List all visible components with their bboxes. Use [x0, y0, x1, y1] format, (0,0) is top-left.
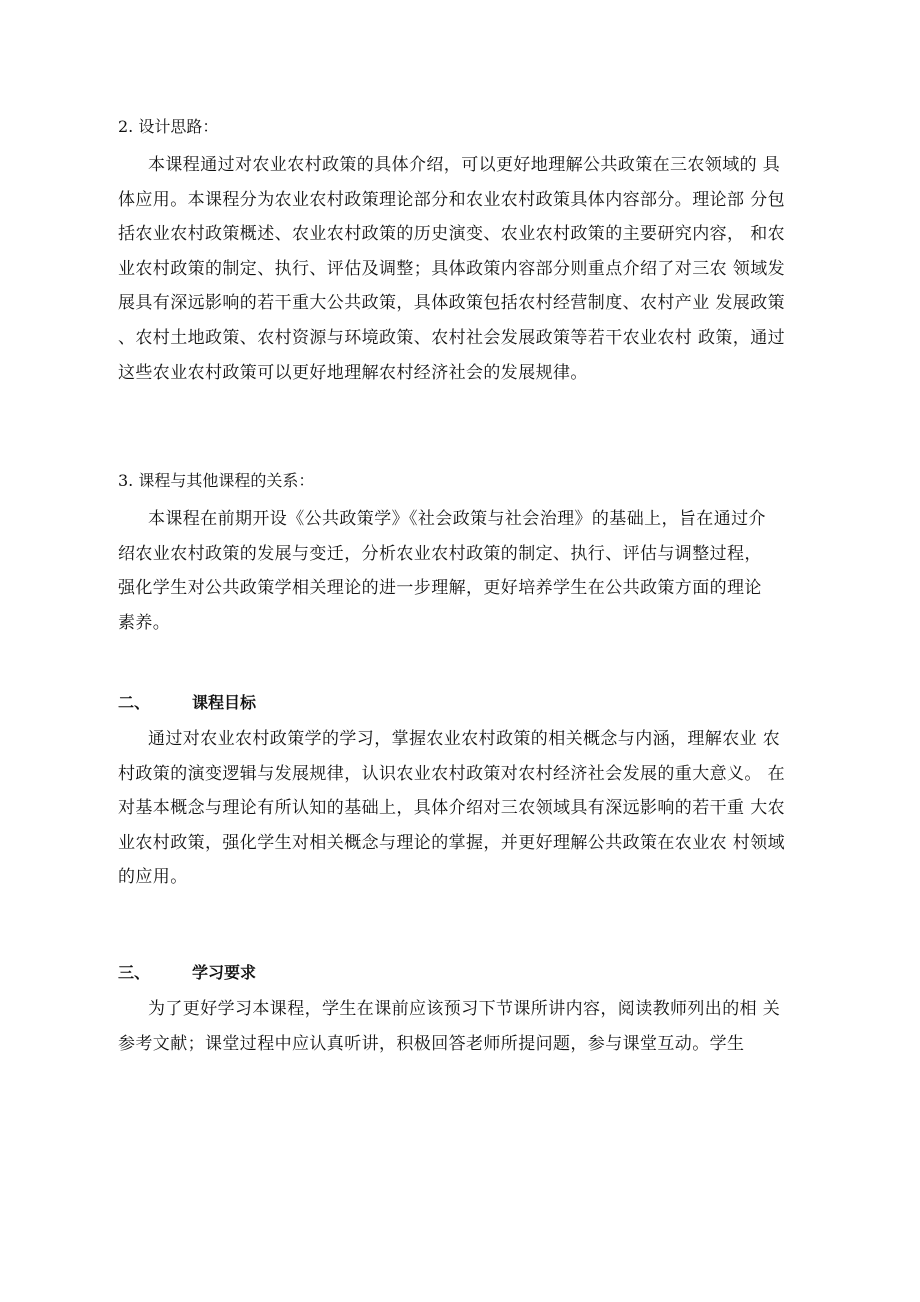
- text-line: 展具有深远影响的若干重大公共政策，具体政策包括农村经营制度、农村产业 发展政策: [118, 293, 786, 314]
- text-line: 强化学生对公共政策学相关理论的进一步理解，更好培养学生在公共政策方面的理论: [118, 578, 762, 599]
- text-line: 绍农业农村政策的发展与变迁，分析农业农村政策的制定、执行、评估与调整过程，: [118, 543, 762, 564]
- text-line: 素养。: [118, 612, 171, 633]
- section-number: 二、: [118, 693, 151, 712]
- section-number: 三、: [118, 963, 151, 982]
- text-line: 体应用。本课程分为农业农村政策理论部分和农业农村政策具体内容部分。理论部 分包: [118, 189, 786, 210]
- text-line: 对基本概念与理论有所认知的基础上，具体介绍对三农领域具有深远影响的若干重 大农: [118, 798, 786, 819]
- text-line: 本课程通过对农业农村政策的具体介绍，可以更好地理解公共政策在三农领域的 具: [148, 155, 781, 175]
- text-line: 、农村土地政策、农村资源与环境政策、农村社会发展政策等若干农业农村 政策，通过: [118, 327, 786, 348]
- text-line: 业农村政策的制定、执行、评估及调整；具体政策内容部分则重点介绍了对三农 领域发: [118, 258, 786, 279]
- text-line: 括农业农村政策概述、农业农村政策的历史演变、农业农村政策的主要研究内容， 和农: [118, 224, 786, 245]
- subsection-heading-design: 2. 设计思路：: [118, 117, 219, 136]
- section-title: 课程目标: [192, 693, 257, 712]
- subsection-heading-relations: 3. 课程与其他课程的关系：: [118, 471, 315, 490]
- paragraph-course-goals: [118, 722, 785, 895]
- section-heading-goals: [118, 692, 256, 714]
- section-title: 学习要求: [192, 963, 257, 982]
- text-line: 这些农业农村政策可以更好地理解农村经济社会的发展规律。: [118, 362, 588, 383]
- paragraph-study-requirements: [118, 992, 780, 1061]
- text-line: 为了更好学习本课程，学生在课前应该预习下节课所讲内容，阅读教师列出的相 关: [148, 999, 781, 1019]
- text-line: 通过对农业农村政策学的学习，掌握农业农村政策的相关概念与内涵，理解农业 农: [148, 729, 781, 749]
- text-line: 村政策的演变逻辑与发展规律，认识农业农村政策对农村经济社会发展的重大意义。 在: [118, 763, 786, 784]
- text-line: 业农村政策，强化学生对相关概念与理论的掌握，并更好理解公共政策在农业农 村领域: [118, 832, 786, 853]
- text-line: 参考文献；课堂过程中应认真听讲，积极回答老师所提问题，参与课堂互动。学生: [118, 1033, 745, 1054]
- text-line: 的应用。: [118, 867, 188, 888]
- text-line: 本课程在前期开设《公共政策学》《社会政策与社会治理》的基础上，旨在通过介: [148, 509, 766, 529]
- section-heading-requirements: [118, 962, 256, 984]
- paragraph-course-relations: [118, 502, 766, 640]
- paragraph-design-idea: [118, 148, 785, 390]
